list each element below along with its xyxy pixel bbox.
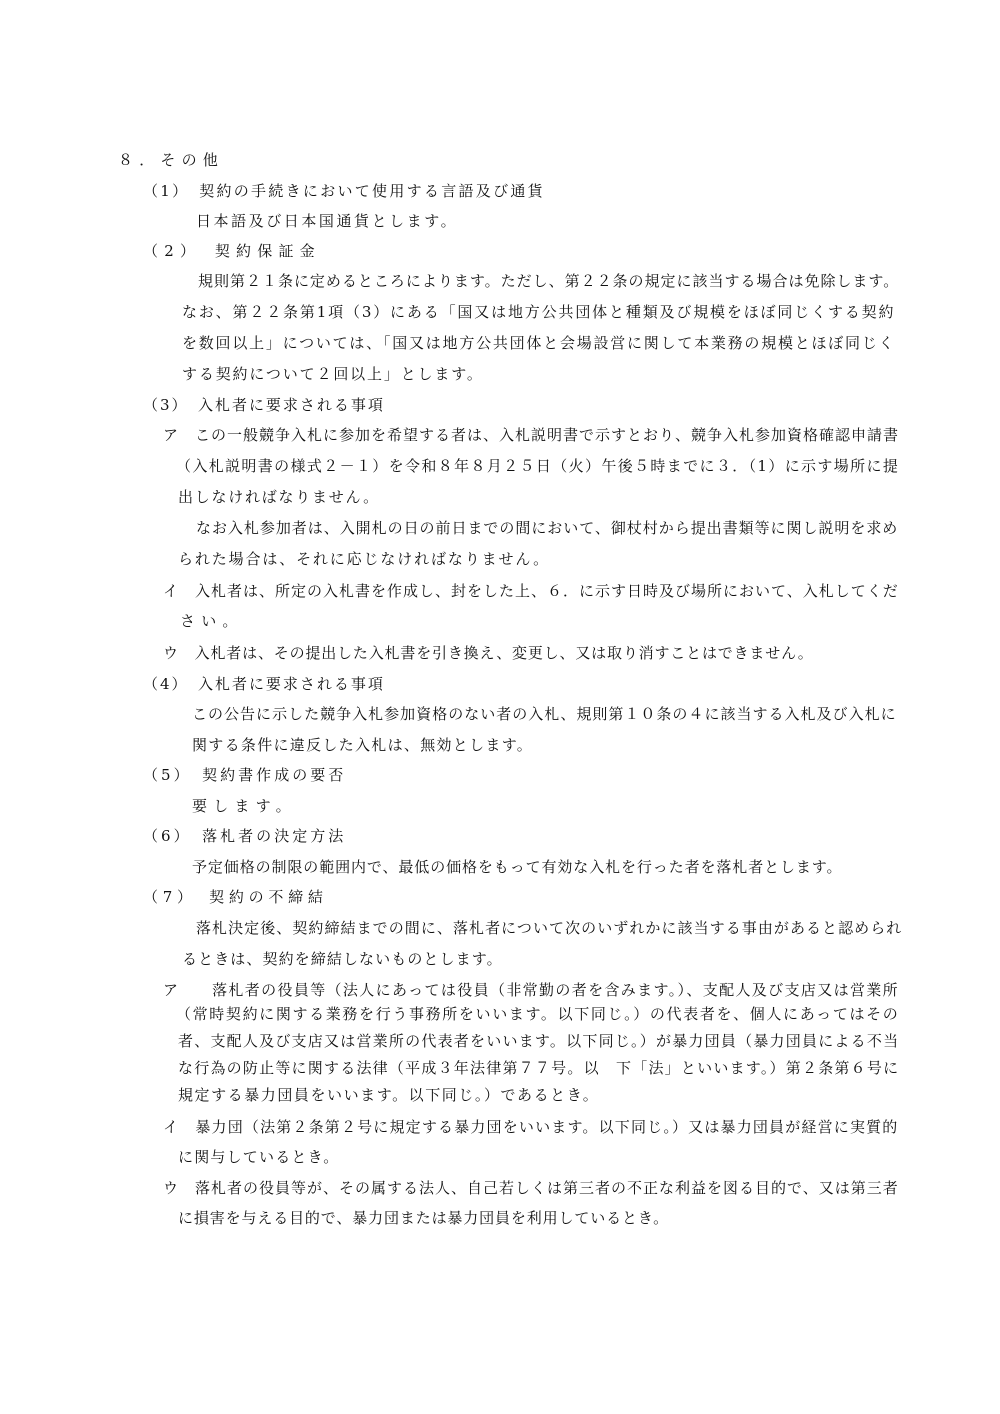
- paragraph-line: イ 暴力団（法第２条第２号に規定する暴力団をいいます。以下同じ。）又は暴力団員が経営に実質的: [163, 1118, 899, 1136]
- paragraph-line: イ 入札者は、所定の入札書を作成し、封をした上、６．に示す日時及び場所において、入札してくだ: [163, 582, 899, 600]
- item-heading: （7） 契約の不締結: [143, 888, 328, 906]
- paragraph-line: を数回以上」については、「国又は地方公共団体と会場設営に関して本業務の規模とほぼ同じく: [182, 334, 896, 352]
- paragraph-line: この公告に示した競争入札参加資格のない者の入札、規則第１０条の４に該当する入札及び入札に: [192, 705, 897, 723]
- paragraph-line: 者、支配人及び支店又は営業所の代表者をいいます。以下同じ。）が暴力団員（暴力団員による不当: [178, 1032, 900, 1050]
- paragraph-line: 出しなければなりません。: [178, 488, 380, 506]
- paragraph-line: 規則第２１条に定めるところによります。ただし、第２２条の規定に該当する場合は免除します。: [198, 272, 900, 290]
- section-heading: ８．その他: [118, 151, 225, 169]
- paragraph-line: 要します。: [192, 797, 297, 815]
- paragraph-line: ウ 入札者は、その提出した入札書を引き換え、変更し、又は取り消すことはできません。: [163, 644, 814, 662]
- item-heading: （6） 落札者の決定方法: [143, 827, 347, 845]
- paragraph-line: （常時契約に関する業務を行う事務所をいいます。以下同じ。）の代表者を、個人にあってはその: [176, 1005, 900, 1023]
- paragraph-line: られた場合は、それに応じなければなりません。: [178, 550, 550, 568]
- item-heading: （2） 契約保証金: [143, 242, 321, 260]
- paragraph-line: なお、第２２条第1項（3）にある「国又は地方公共団体と種類及び規模をほぼ同じくする契約: [182, 303, 896, 321]
- paragraph-line: に関与しているとき。: [178, 1148, 340, 1166]
- paragraph-line: ア この一般競争入札に参加を希望する者は、入札説明書で示すとおり、競争入札参加資格確認申請書: [163, 426, 900, 444]
- paragraph-line: する契約について２回以上」とします。: [182, 365, 484, 383]
- item-heading: （4） 入札者に要求される事項: [143, 675, 385, 693]
- paragraph-line: 関する条件に違反した入札は、無効とします。: [192, 736, 534, 754]
- item-heading: （3） 入札者に要求される事項: [143, 396, 385, 414]
- paragraph-line: に損害を与える目的で、暴力団または暴力団員を利用しているとき。: [178, 1209, 669, 1227]
- item-heading: （5） 契約書作成の要否: [143, 766, 347, 784]
- paragraph-line: 規定する暴力団員をいいます。以下同じ。）であるとき。: [178, 1086, 600, 1104]
- paragraph-line: なお入札参加者は、入開札の日の前日までの間において、御杖村から提出書類等に関し説明を求め: [196, 519, 899, 537]
- paragraph-line: るときは、契約を締結しないものとします。: [182, 950, 503, 968]
- item-heading: （1） 契約の手続きにおいて使用する言語及び通貨: [143, 182, 545, 200]
- paragraph-line: （入札説明書の様式２－１）を令和８年８月２５日（火）午後５時までに３．（1）に示す場所に提: [176, 457, 900, 475]
- paragraph-line: 落札決定後、契約締結までの間に、落札者について次のいずれかに該当する事由があると認められ: [196, 919, 903, 937]
- paragraph-line: さい。: [180, 612, 244, 630]
- paragraph-line: ア 落札者の役員等（法人にあっては役員（非常勤の者を含みます。）、支配人及び支店又は営業所: [163, 981, 900, 999]
- paragraph-line: ウ 落札者の役員等が、その属する法人、自己若しくは第三者の不正な利益を図る目的で、又は第三者: [163, 1179, 899, 1197]
- paragraph-line: 日本語及び日本国通貨とします。: [196, 212, 459, 230]
- paragraph-line: 予定価格の制限の範囲内で、最低の価格をもって有効な入札を行った者を落札者とします。: [192, 858, 843, 876]
- paragraph-line: な行為の防止等に関する法律（平成３年法律第７７号。以 下「法」といいます。）第２条第６号に: [178, 1059, 900, 1077]
